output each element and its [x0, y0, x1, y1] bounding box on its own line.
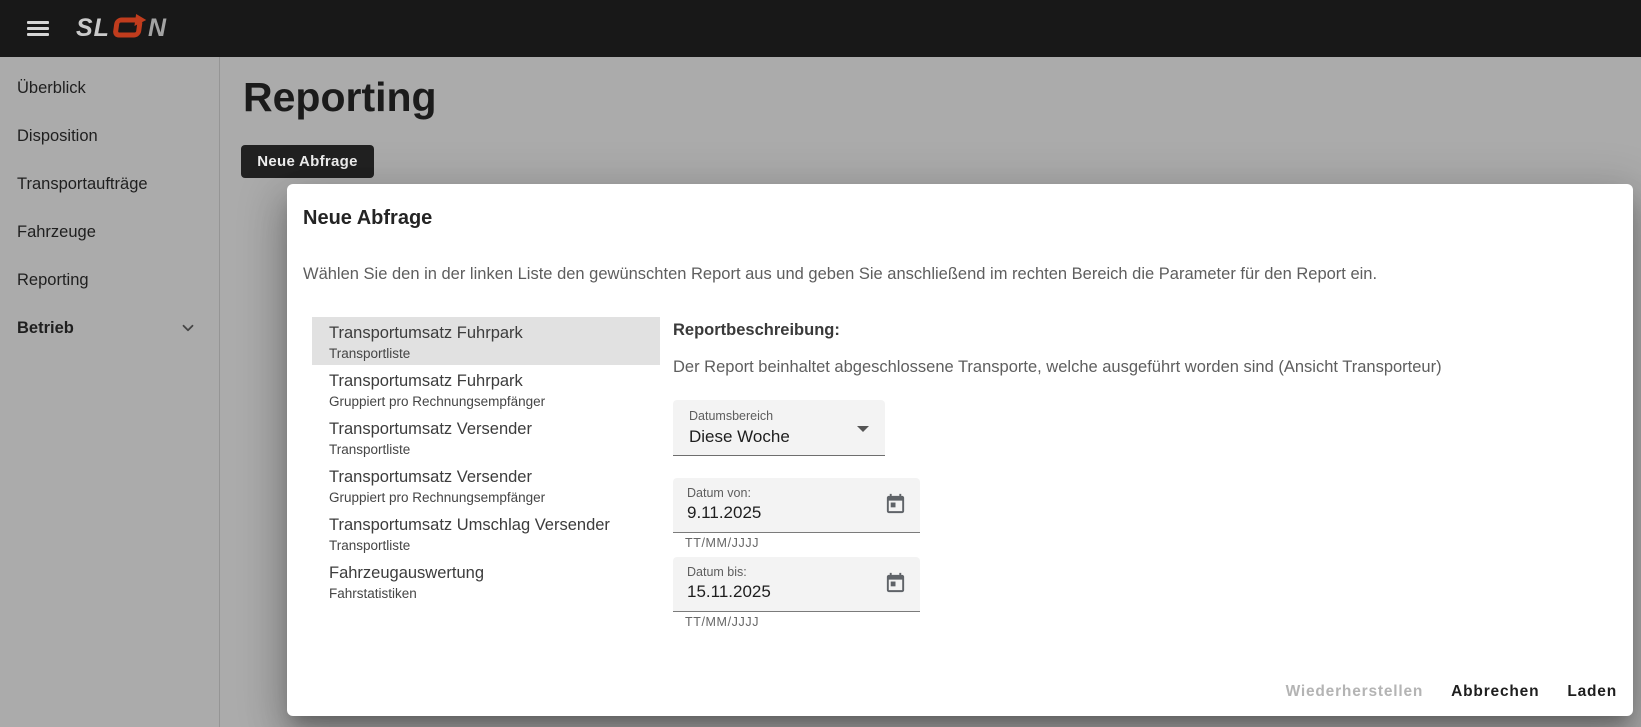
datum-bis-label: Datum bis: [687, 565, 747, 579]
report-item-transportumsatz-versender-gruppiert[interactable] [312, 461, 660, 509]
logo-text-sl: SL [76, 14, 110, 42]
calendar-icon[interactable] [882, 492, 908, 518]
report-item-title: Transportumsatz Versender [329, 420, 532, 438]
logo-text-n: N [147, 14, 168, 42]
report-item-subtitle: Gruppiert pro Rechnungsempfänger [329, 394, 546, 409]
datumsbereich-select[interactable] [673, 400, 885, 456]
report-list [312, 317, 660, 605]
report-item-title: Transportumsatz Fuhrpark [329, 324, 523, 342]
report-item-title: Transportumsatz Umschlag Versender [329, 516, 610, 534]
report-item-transportumsatz-fuhrpark-transportliste[interactable] [312, 317, 660, 365]
dropdown-arrow-icon [857, 426, 869, 432]
dialog-instruction: Wählen Sie den in der linken Liste den gewünschten Report aus und geben Sie anschließend im rechten Bereich die Parameter für den Report ein. [303, 265, 1378, 283]
datum-von-field[interactable] [673, 478, 920, 533]
report-item-subtitle: Transportliste [329, 442, 411, 457]
sidebar-item-label: Reporting [17, 270, 89, 289]
report-item-transportumsatz-umschlag-versender[interactable] [312, 509, 660, 557]
wiederherstellen-button[interactable]: Wiederherstellen [1285, 683, 1424, 700]
sidebar-item-betrieb[interactable] [0, 304, 219, 352]
chevron-down-icon [179, 319, 197, 342]
datum-bis-format-hint: TT/MM/JJJJ [685, 615, 760, 629]
report-description: Der Report beinhaltet abgeschlossene Transporte, welche ausgeführt worden sind (Ansicht Transporteur) [673, 358, 1442, 376]
dialog-title: Neue Abfrage [303, 207, 433, 229]
datum-von-label: Datum von: [687, 486, 751, 500]
report-item-fahrzeugauswertung[interactable] [312, 557, 660, 605]
neue-abfrage-button[interactable]: Neue Abfrage [241, 145, 374, 178]
datum-von-value: 9.11.2025 [687, 503, 762, 522]
datum-bis-field[interactable] [673, 557, 920, 612]
neue-abfrage-dialog [287, 184, 1633, 716]
sidebar-item-transportauftraege[interactable] [0, 160, 219, 208]
report-item-subtitle: Transportliste [329, 346, 411, 361]
report-item-title: Fahrzeugauswertung [329, 564, 485, 582]
sidebar [0, 57, 220, 727]
sidebar-item-disposition[interactable] [0, 112, 219, 160]
sidebar-item-label: Überblick [17, 78, 86, 97]
sidebar-item-reporting[interactable] [0, 256, 219, 304]
page-title: Reporting [243, 74, 437, 120]
sidebar-item-label: Betrieb [17, 318, 74, 337]
app-logo [76, 14, 167, 44]
logo-arrow-o-icon [110, 14, 148, 44]
report-item-subtitle: Gruppiert pro Rechnungsempfänger [329, 490, 546, 505]
sidebar-item-label: Transportaufträge [17, 174, 148, 193]
sidebar-item-ueberblick[interactable] [0, 64, 219, 112]
report-item-title: Transportumsatz Versender [329, 468, 532, 486]
topbar [0, 0, 1641, 57]
calendar-icon[interactable] [882, 571, 908, 597]
sidebar-item-label: Fahrzeuge [17, 222, 96, 241]
laden-button[interactable]: Laden [1567, 683, 1617, 700]
report-item-subtitle: Fahrstatistiken [329, 586, 417, 601]
datum-bis-value: 15.11.2025 [687, 582, 771, 601]
datum-von-format-hint: TT/MM/JJJJ [685, 536, 760, 550]
menu-icon[interactable] [27, 18, 49, 40]
report-item-subtitle: Transportliste [329, 538, 411, 553]
report-item-transportumsatz-fuhrpark-gruppiert[interactable] [312, 365, 660, 413]
sidebar-item-fahrzeuge[interactable] [0, 208, 219, 256]
abbrechen-button[interactable]: Abbrechen [1451, 683, 1540, 700]
datumsbereich-value: Diese Woche [689, 427, 790, 446]
report-item-title: Transportumsatz Fuhrpark [329, 372, 523, 390]
report-description-heading: Reportbeschreibung: [673, 321, 840, 339]
sidebar-item-label: Disposition [17, 126, 98, 145]
dialog-footer [1286, 683, 1617, 701]
report-item-transportumsatz-versender-transportliste[interactable] [312, 413, 660, 461]
datumsbereich-label: Datumsbereich [689, 409, 774, 423]
